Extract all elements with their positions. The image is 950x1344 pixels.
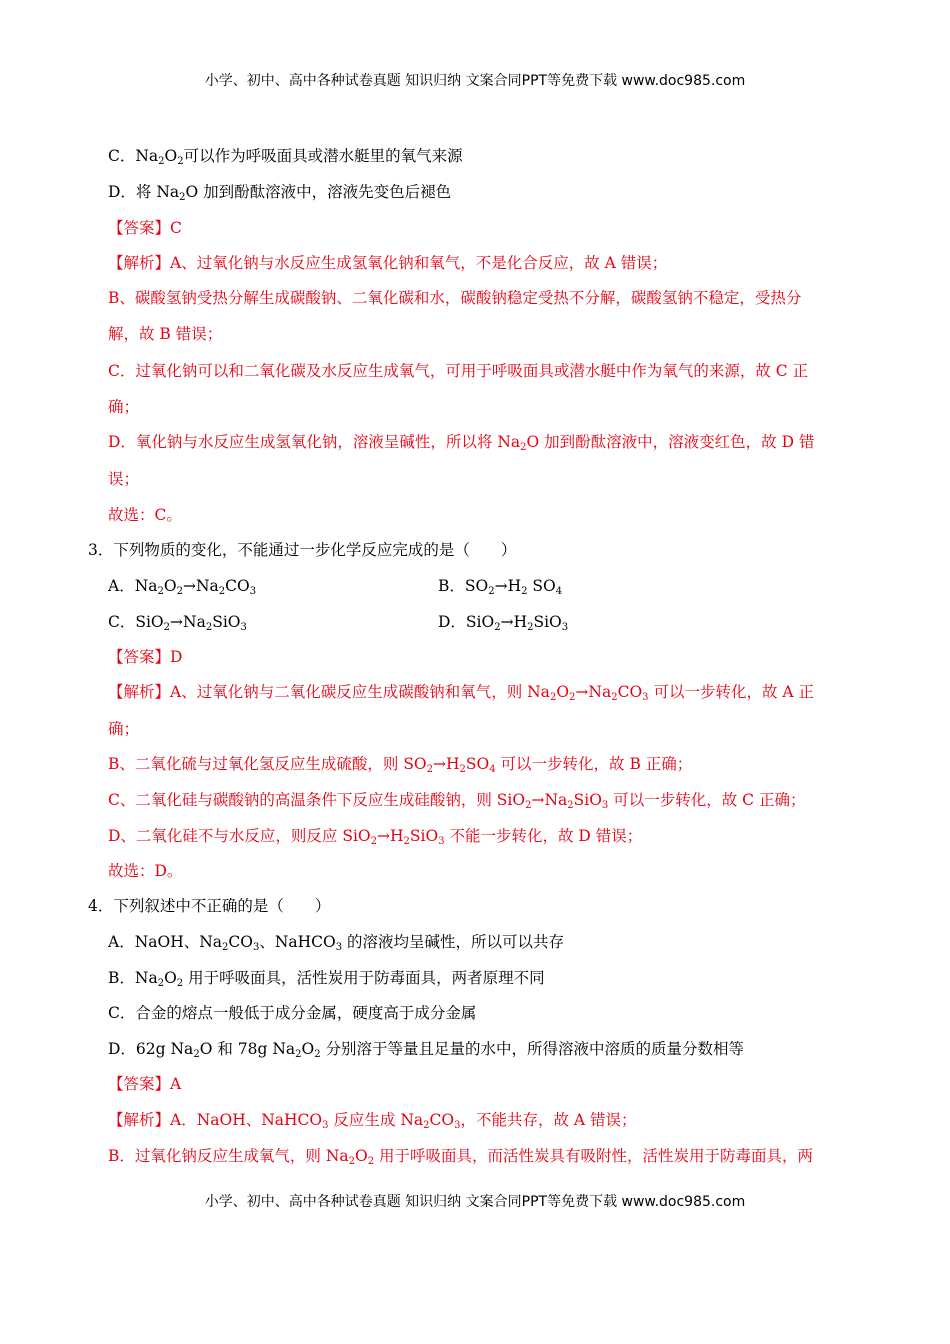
q4-answer: 【答案】A xyxy=(108,1075,182,1093)
q4-option-a: A．NaOH、$Na_2CO_3$、NaHCO$_3$ 的溶液均呈碱性，所以可以共存 xyxy=(108,933,565,953)
q2-explanation-line: 误； xyxy=(108,470,140,488)
q2-option-d: D．将 $Na_2O$ 加到酚酞溶液中，溶液先变色后褪色 xyxy=(108,183,452,203)
q4-explanation-line: 【解析】A．NaOH、NaHCO$_3$ 反应生成 $Na_2CO_3$，不能共存，故 A 错误； xyxy=(108,1111,637,1131)
q3-stem: 3．下列物质的变化，不能通过一步化学反应完成的是（ ） xyxy=(88,541,517,559)
q2-explanation-line: D．氧化钠与水反应生成氢氧化钠，溶液呈碱性，所以将 $Na_2O$ 加到酚酞溶液中，溶液变红色，故 D 错 xyxy=(108,433,815,453)
q3-explanation-line: B、二氧化硫与过氧化氢反应生成硫酸，则 $SO_2\to H_2SO_4$ 可以一步转化，故 B 正确； xyxy=(108,755,693,775)
q2-conclusion: 故选：C。 xyxy=(108,506,182,524)
page-footer: 小学、初中、高中各种试卷真题 知识归纳 文案合同PPT等免费下载 www.doc985.com xyxy=(204,1194,746,1210)
q3-conclusion: 故选：D。 xyxy=(108,862,183,880)
q2-option-c: C．$Na_2O_2$可以作为呼吸面具或潜水艇里的氧气来源 xyxy=(108,147,463,167)
q4-explanation-line: B．过氧化钠反应生成氧气，则 $Na_2O_2$ 用于呼吸面具，而活性炭具有吸附性，活性炭用于防毒面具，两 xyxy=(108,1147,814,1167)
q2-explanation-line: C．过氧化钠可以和二氧化碳及水反应生成氧气，可用于呼吸面具或潜水艇中作为氧气的来源，故 C 正 xyxy=(108,362,809,380)
q4-option-d: D．62g $Na_2O$ 和 78g $Na_2O_2$ 分别溶于等量且足量的水中，所得溶液中溶质的质量分数相等 xyxy=(108,1040,745,1060)
q3-explanation-line: 【解析】A、过氧化钠与二氧化碳反应生成碳酸钠和氧气，则 $Na_2O_2\to Na_2CO_3$ 可以一步转化，故 A 正 xyxy=(108,683,815,703)
q3-explanation-line: 确； xyxy=(108,720,140,738)
page-header: 小学、初中、高中各种试卷真题 知识归纳 文案合同PPT等免费下载 www.doc985.com xyxy=(204,73,746,89)
q3-option-b: B．$SO_2\to H_2$ $SO_4$ xyxy=(438,577,563,597)
q3-option-c: C．$SiO_2\to Na_2SiO_3$ xyxy=(108,613,247,633)
q4-option-b: B．$Na_2O_2$ 用于呼吸面具，活性炭用于防毒面具，两者原理不同 xyxy=(108,969,545,989)
q3-option-d: D．$SiO_2\to H_2SiO_3$ xyxy=(438,613,569,633)
q2-explanation-line: 解，故 B 错误； xyxy=(108,325,223,343)
q2-explanation-line: B、碳酸氢钠受热分解生成碳酸钠、二氧化碳和水，碳酸钠稳定受热不分解，碳酸氢钠不稳定，受热分 xyxy=(108,289,802,307)
q2-answer: 【答案】C xyxy=(108,219,182,237)
q3-explanation-line: D、二氧化硅不与水反应，则反应 $SiO_2\to H_2SiO_3$ 不能一步转化，故 D 错误； xyxy=(108,827,643,847)
q3-option-a: A．$Na_2O_2\to Na_2CO_3$ xyxy=(108,577,257,597)
q3-answer: 【答案】D xyxy=(108,648,183,666)
q4-stem: 4．下列叙述中不正确的是（ ） xyxy=(88,897,331,915)
q2-explanation-line: 【解析】A、过氧化钠与水反应生成氢氧化钠和氧气，不是化合反应，故 A 错误； xyxy=(108,254,668,272)
q4-option-c: C．合金的熔点一般低于成分金属，硬度高于成分金属 xyxy=(108,1004,477,1022)
q3-explanation-line: C、二氧化硅与碳酸钠的高温条件下反应生成硅酸钠，则 $SiO_2\to Na_2SiO_3$ 可以一步转化，故 C 正确； xyxy=(108,791,806,811)
q2-explanation-line: 确； xyxy=(108,398,140,416)
